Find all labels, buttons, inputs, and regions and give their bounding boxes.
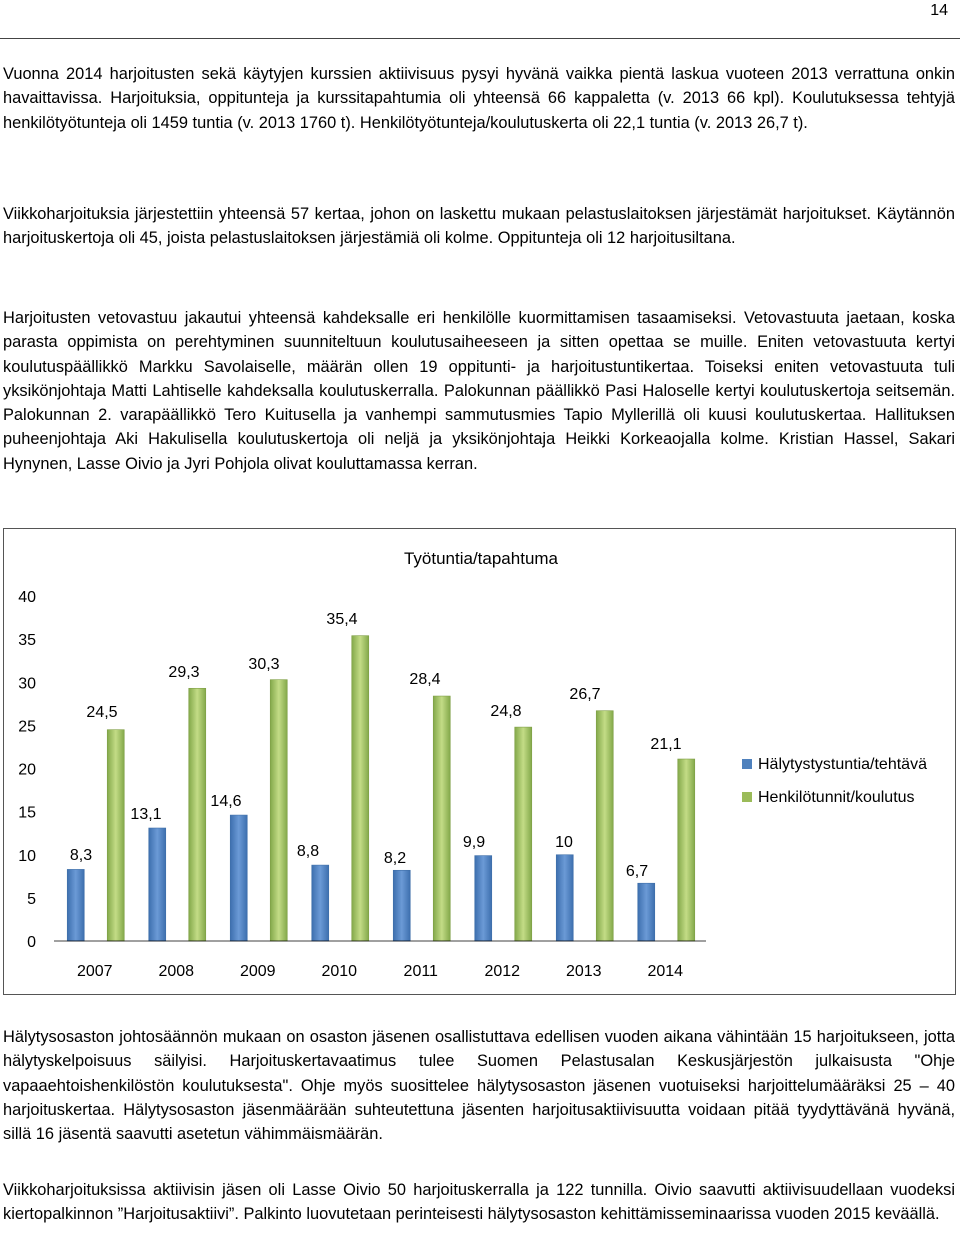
bar-halytys-2008 [149,828,166,941]
data-label: 13,1 [130,806,162,823]
page-number: 14 [930,2,948,19]
data-label: 24,8 [490,703,522,720]
x-tick-label: 2013 [565,963,602,980]
x-tick-label: 2011 [403,963,438,980]
y-tick-label: 40 [18,589,36,606]
y-tick-label: 35 [18,632,36,650]
legend-label: Henkilötunnit/koulutus [758,789,915,806]
y-tick-label: 25 [18,718,36,736]
header-rule [0,38,960,39]
y-tick-label: 0 [27,934,36,951]
chart-legend [742,756,927,806]
y-tick-label: 10 [18,847,36,865]
y-tick-label: 15 [18,804,36,822]
x-tick-label: 2012 [484,963,521,980]
chart-frame [3,528,956,995]
bar-halytys-2014 [638,883,655,941]
x-tick-label: 2009 [239,963,276,980]
data-label: 8,8 [296,843,320,860]
bar-koulutus-2010 [352,636,369,941]
bar-halytys-2010 [312,865,329,941]
data-label: 9,9 [462,834,486,851]
chart-title: Työtuntia/tapahtuma [403,549,559,568]
bar-koulutus-2011 [433,696,450,941]
bar-series [67,611,695,941]
y-tick-label: 30 [18,675,36,693]
legend-label: Hälytystystuntia/tehtävä [758,756,927,773]
y-tick-label: 20 [18,761,36,779]
y-tick-label: 5 [27,890,36,908]
bar-koulutus-2008 [189,688,206,941]
data-label: 14,6 [210,793,242,810]
legend-swatch [742,759,752,769]
data-label: 8,3 [69,847,93,864]
paragraph-training-summary: Vuonna 2014 harjoitusten sekä käytyjen kurssien aktiivisuus pysyi hyvänä vaikka pientä laskua vuoteen 2013 verrattuna onkin havaittavissa. Harjoituksia, oppitunteja ja kurssitapahtumia oli yhteensä 66 kappaletta (v. 2013 66 kpl). Koulutuksessa tehtyjä henkilötyötunteja oli 1459 tuntia (v. 2013 1760 t). Henkilötyötunteja/koulutuskerta oli 22,1 tuntia (v. 2013 26,7 t). [3,65,955,132]
paragraph-training-leaders: Harjoitusten vetovastuu jakautui yhteensä kahdeksalle eri henkilölle kuormittamisen tasaamiseksi. Vetovastuuta jaetaan, koska parasta oppimista on perehtyminen suunniteltuun koulutusaiheeseen ja sitten opettaa se muille. Eniten vetovastuuta kertyi koulutuspäällikkö Markku Savolaiselle, määrän ollen 19 oppitunti- ja harjoitustuntikertaa. Toiseksi eniten vetovastuuta tuli yksikönjohtaja Matti Lahtiselle kahdeksalla koulutuskerralla. Palokunnan päällikkö Pasi Haloselle kertyi koulutuskertoja seitsemän. Palokunnan 2. varapäällikkö Tero Kuitusella ja vanhempi sammutusmies Tapio Myllerillä oli kuusi koulutuskertaa. Hallituksen puheenjohtaja Aki Hakulisella koulutuskertoja oli neljä ja yksikönjohtaja Heikki Korkeaojalla kolme. Kristian Hassel, Sakari Hynynen, Lasse Oivio ja Jyri Pohjola olivat kouluttamassa kerran. [3,309,955,473]
bar-halytys-2007 [67,869,84,941]
data-label: 8,2 [383,850,407,867]
data-label: 29,3 [168,664,200,681]
bar-koulutus-2007 [107,730,124,941]
x-tick-label: 2014 [647,963,684,980]
paragraph-weekly-trainings: Viikkoharjoituksia järjestettiin yhteensä 57 kertaa, johon on laskettu mukaan pelastuslaitoksen järjestämät harjoitukset. Käytännön harjoituskertoja oli 45, joista pelastuslaitoksen järjestämiä oli kolme. Oppitunteja oli 12 harjoitusiltana. [3,205,955,248]
bar-koulutus-2012 [515,727,532,941]
bar-koulutus-2009 [270,680,287,941]
bar-halytys-2009 [230,815,247,941]
bar-halytys-2012 [475,856,492,941]
x-tick-label: 2008 [158,963,195,980]
bar-halytys-2013 [556,855,573,941]
x-axis [54,941,706,980]
data-label: 35,4 [326,611,358,628]
bar-halytys-2011 [393,870,410,941]
x-tick-label: 2007 [76,963,113,980]
bar-koulutus-2014 [678,759,695,941]
data-label: 28,4 [409,671,441,688]
x-tick-label: 2010 [321,963,358,980]
bar-chart [4,529,957,996]
paragraph-training-requirement: Hälytysosaston johtosäännön mukaan on osaston jäsenen osallistuttava edellisen vuoden aikana vähintään 15 harjoitukseen, jotta hälytyskelpoisuus säilyisi. Harjoituskertavaatimus tulee Suomen Pelastusalan Keskusjärjestön julkaisusta "Ohje vapaaehtoishenkilöstön koulutuksesta". Ohje myös suosittelee hälytysosaston jäsenen vuotuiseksi harjoittelumääräksi 25 – 40 harjoituskertaa. Hälytysosaston jäsenmäärään suhteutettuna jäsenten harjoitusaktiivisuutta voidaan pitää tyydyttävänä hyvänä, sillä 16 jäsentä saavutti asetetun vähimmäismäärän. [3,1028,955,1144]
data-label: 30,3 [248,656,280,673]
data-label: 24,5 [86,704,118,721]
data-label: 10 [555,834,573,851]
y-axis [18,589,36,951]
paragraph-most-active-member: Viikkoharjoituksissa aktiivisin jäsen oli Lasse Oivio 50 harjoituskerralla ja 122 tunnilla. Oivio saavutti aktiivisuudellaan vuodeksi kiertopalkinnon ”Harjoitusaktiivi”. Palkinto luovutetaan perinteisesti hälytysosaston kehittämisseminaarissa vuoden 2015 keväällä. [3,1181,955,1224]
data-label: 21,1 [650,736,682,753]
legend-swatch [742,792,752,802]
data-label: 26,7 [569,686,601,703]
data-label: 6,7 [625,863,649,880]
bar-koulutus-2013 [596,711,613,941]
